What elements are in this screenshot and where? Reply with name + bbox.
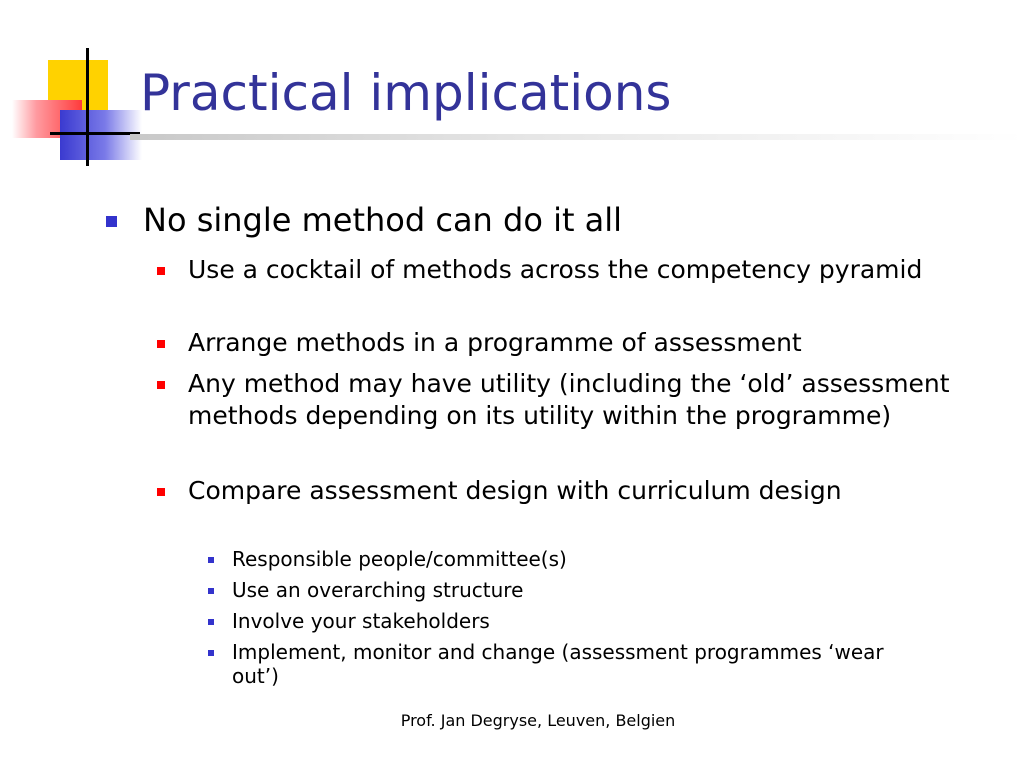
bullet-text: Involve your stakeholders	[232, 609, 490, 633]
bullet-text: Implement, monitor and change (assessment programmes ‘wear out’)	[232, 640, 884, 688]
bullet-text: No single method can do it all	[143, 201, 623, 239]
bullet-square-icon	[208, 588, 214, 594]
bullet-item-level2	[157, 327, 958, 359]
logo-horizontal-line	[50, 132, 140, 135]
bullet-item-level3	[208, 578, 922, 602]
bullet-text: Arrange methods in a programme of assessment	[188, 328, 802, 357]
bullet-text: Any method may have utility (including the ‘old’ assessment methods depending on its utility within the programme)	[188, 369, 950, 430]
bullet-square-icon	[157, 267, 165, 275]
logo-vertical-line	[86, 48, 89, 166]
bullet-square-icon	[208, 650, 214, 656]
bullet-square-icon	[157, 381, 165, 389]
bullet-item-level3	[208, 547, 922, 571]
bullet-item-level2	[157, 254, 958, 286]
bullet-item-level2	[157, 475, 888, 507]
slide-logo	[0, 0, 160, 180]
bullet-square-icon	[208, 619, 214, 625]
bullet-item-level2	[157, 368, 958, 432]
bullet-item-level3	[208, 609, 922, 633]
bullet-square-icon	[208, 557, 214, 563]
bullet-square-icon	[106, 216, 117, 227]
bullet-item-level3	[208, 640, 922, 688]
bullet-text: Use a cocktail of methods across the competency pyramid	[188, 255, 923, 284]
bullet-text: Compare assessment design with curriculum design	[188, 476, 842, 505]
bullet-item-level1	[106, 200, 963, 240]
slide-title: Practical implications	[140, 64, 672, 122]
bullet-text: Responsible people/committee(s)	[232, 547, 567, 571]
bullet-text: Use an overarching structure	[232, 578, 524, 602]
bullet-square-icon	[157, 340, 165, 348]
title-underline	[130, 134, 1024, 140]
bullet-square-icon	[157, 488, 165, 496]
slide-footer: Prof. Jan Degryse, Leuven, Belgien	[400, 711, 676, 730]
